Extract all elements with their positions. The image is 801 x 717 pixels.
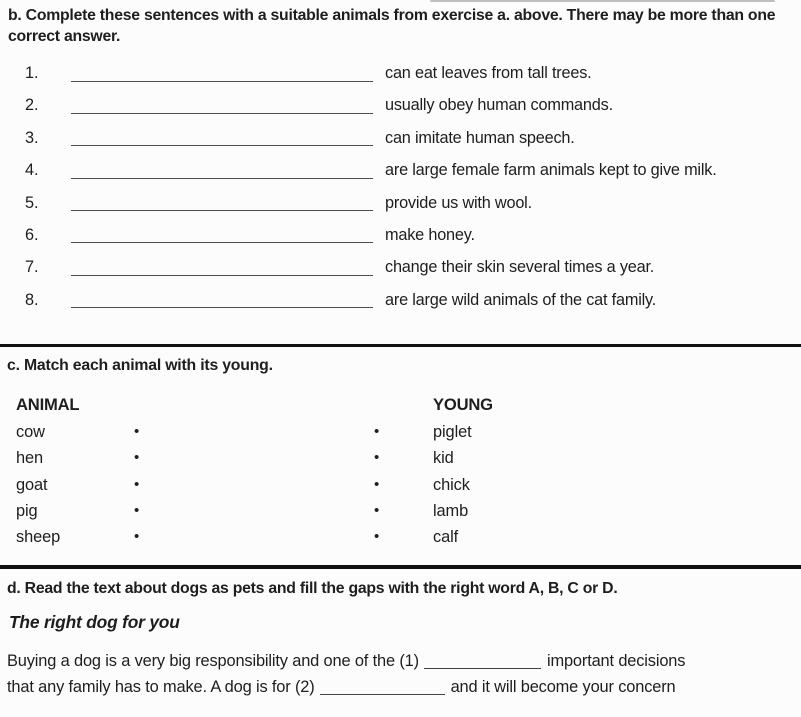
young-column-header: YOUNG	[433, 395, 493, 414]
animal-label: hen	[16, 449, 44, 468]
young-label: lamb	[433, 501, 469, 520]
item-number: 4.	[25, 161, 39, 180]
bullet-icon[interactable]: •	[374, 528, 380, 545]
passage-text-segment: Buying a dog is a very big responsibility and one of the (1)	[7, 652, 419, 670]
answer-blank-5[interactable]	[71, 210, 373, 211]
bullet-icon[interactable]: •	[134, 449, 140, 467]
young-label: kid	[433, 449, 454, 468]
passage-text-segment: and it will become your concern	[450, 677, 676, 696]
sentence-text: usually obey human commands.	[385, 96, 613, 115]
item-number: 7.	[25, 258, 39, 277]
sentence-text: are large female farm animals kept to give milk.	[385, 161, 717, 180]
sentence-text: can eat leaves from tall trees.	[385, 64, 592, 82]
sentence-text: can imitate human speech.	[385, 128, 575, 147]
young-label: calf	[433, 528, 459, 546]
passage-line	[7, 675, 799, 701]
section-d-heading: d. Read the text about dogs as pets and fill the gaps with the right word A, B, C or D.	[7, 580, 618, 597]
item-number: 2.	[25, 96, 39, 115]
section-b-heading: b. Complete these sentences with a suitable animals from exercise a. above. There may be more than one correct answer.	[8, 7, 776, 45]
matching-list	[0, 419, 801, 550]
bullet-icon[interactable]: •	[374, 475, 380, 493]
item-number: 3.	[25, 128, 39, 147]
young-label: chick	[433, 475, 470, 494]
animal-label: goat	[16, 475, 48, 494]
passage-text-segment: important decisions	[546, 652, 686, 670]
answer-blank-7[interactable]	[71, 275, 373, 276]
fill-in-row	[0, 154, 801, 186]
sentence-text: are large wild animals of the cat family.	[385, 290, 657, 309]
sentence-text: change their skin several times a year.	[385, 258, 655, 277]
fill-in-row	[0, 284, 801, 316]
section-divider	[0, 565, 801, 569]
sentence-text: make honey.	[385, 225, 475, 244]
bullet-icon[interactable]: •	[134, 501, 140, 519]
bullet-icon[interactable]: •	[374, 423, 380, 440]
fill-in-row	[0, 187, 801, 219]
fill-in-row	[0, 57, 801, 89]
fill-in-row	[0, 219, 801, 251]
sentence-text: provide us with wool.	[385, 193, 532, 212]
answer-blank-8[interactable]	[71, 307, 373, 308]
passage-text	[7, 649, 799, 701]
item-number: 1.	[25, 64, 39, 82]
section-c-heading: c. Match each animal with its young.	[7, 357, 273, 374]
fill-in-row	[0, 122, 801, 154]
section-divider	[0, 344, 801, 347]
gap-blank-1[interactable]	[424, 666, 541, 669]
answer-blank-6[interactable]	[71, 242, 373, 243]
animal-column-header: ANIMAL	[16, 395, 80, 414]
match-row	[0, 498, 801, 524]
young-label: piglet	[433, 423, 472, 441]
bullet-icon[interactable]: •	[134, 475, 140, 493]
fill-in-list	[0, 57, 801, 316]
answer-blank-1[interactable]	[71, 81, 373, 82]
passage-text-segment: that any family has to make. A dog is for (2)	[7, 677, 315, 696]
scan-artifact-line	[430, 0, 775, 2]
answer-blank-3[interactable]	[71, 145, 373, 146]
fill-in-row	[0, 89, 801, 121]
bullet-icon[interactable]: •	[134, 528, 140, 545]
item-number: 5.	[25, 193, 39, 212]
bullet-icon[interactable]: •	[374, 501, 380, 519]
animal-label: sheep	[16, 528, 61, 546]
bullet-icon[interactable]: •	[134, 423, 140, 440]
passage-title: The right dog for you	[9, 612, 180, 632]
answer-blank-2[interactable]	[71, 113, 373, 114]
animal-label: cow	[16, 423, 45, 441]
item-number: 8.	[25, 290, 39, 309]
animal-label: pig	[16, 501, 38, 520]
bullet-icon[interactable]: •	[374, 449, 380, 467]
passage-line	[7, 649, 799, 675]
gap-blank-2[interactable]	[320, 692, 445, 695]
fill-in-row	[0, 251, 801, 283]
match-row	[0, 419, 801, 445]
answer-blank-4[interactable]	[71, 178, 373, 179]
match-row	[0, 445, 801, 471]
match-row	[0, 472, 801, 498]
match-row	[0, 524, 801, 550]
item-number: 6.	[25, 225, 39, 244]
